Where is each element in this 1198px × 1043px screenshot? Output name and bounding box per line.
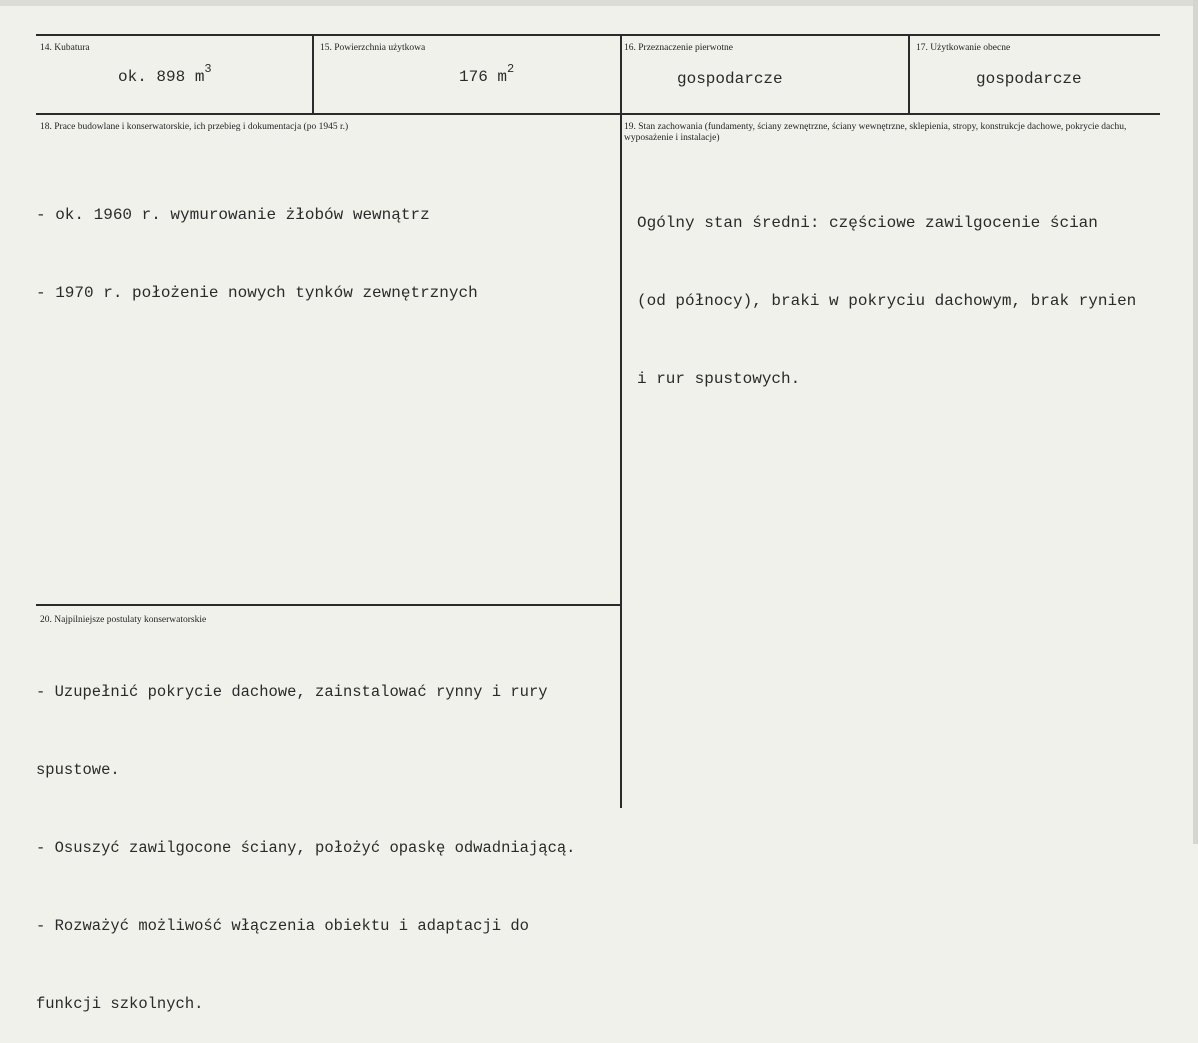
- field-19-line: (od północy), braki w pokryciu dachowym, brak rynien: [637, 292, 1137, 310]
- field-14-unit-power: 3: [204, 62, 212, 76]
- field-14-value-text: ok. 898 m: [118, 68, 205, 86]
- field-20-label: 20. Najpilniejsze postulaty konserwatorskie: [40, 615, 207, 625]
- field-14-value: [118, 62, 212, 86]
- form-top-rule: [36, 34, 1160, 36]
- field-18-line: - ok. 1960 r. wymurowanie żłobów wewnątrz: [36, 206, 430, 224]
- field-18-label: 18. Prace budowlane i konserwatorskie, ich przebieg i dokumentacja (po 1945 r.): [40, 122, 349, 132]
- field-18-line: - 1970 r. położenie nowych tynków zewnętrznych: [36, 284, 478, 302]
- field-15-label: 15. Powierzchnia użytkowa: [320, 43, 426, 53]
- field-19-label: 19. Stan zachowania (fundamenty, ściany zewnętrzne, ściany wewnętrzne, sklepienia, stropy, konstrukcje dachowe, pokrycie dachu, wyposażenie i instalacje): [624, 122, 1127, 143]
- field-20-line: funkcji szkolnych.: [36, 995, 204, 1013]
- paper-right-edge: [1193, 0, 1198, 844]
- center-divider: [620, 34, 622, 808]
- field-18-text: [36, 150, 478, 332]
- field-16-label: 16. Przeznaczenie pierwotne: [624, 43, 733, 53]
- paper-top-edge: [0, 0, 1198, 6]
- field-20-line: - Uzupełnić pokrycie dachowe, zainstalować rynny i rury: [36, 683, 548, 701]
- field-15-value-text: 176 m: [459, 68, 508, 86]
- divider-14-15: [312, 34, 314, 115]
- field-20-line: spustowe.: [36, 761, 120, 779]
- field-15-value: [459, 62, 515, 86]
- field-17-label: 17. Użytkowanie obecne: [916, 43, 1011, 53]
- field-17-value: gospodarcze: [976, 70, 1082, 88]
- field-20-line: - Rozważyć możliwość włączenia obiektu i adaptacji do: [36, 917, 529, 935]
- section-20-top-rule: [36, 604, 622, 606]
- field-16-value: gospodarcze: [677, 70, 783, 88]
- header-row-bottom-rule: [36, 113, 1160, 115]
- field-19-line: Ogólny stan średni: częściowe zawilgocenie ścian: [637, 214, 1098, 232]
- divider-16-17: [908, 34, 910, 115]
- field-15-unit-power: 2: [507, 62, 515, 76]
- field-19-text: [637, 158, 1136, 418]
- field-14-label: 14. Kubatura: [40, 43, 90, 53]
- field-20-text: [36, 627, 576, 1043]
- field-19-line: i rur spustowych.: [637, 370, 801, 388]
- field-20-line: - Osuszyć zawilgocone ściany, położyć opaskę odwadniającą.: [36, 839, 576, 857]
